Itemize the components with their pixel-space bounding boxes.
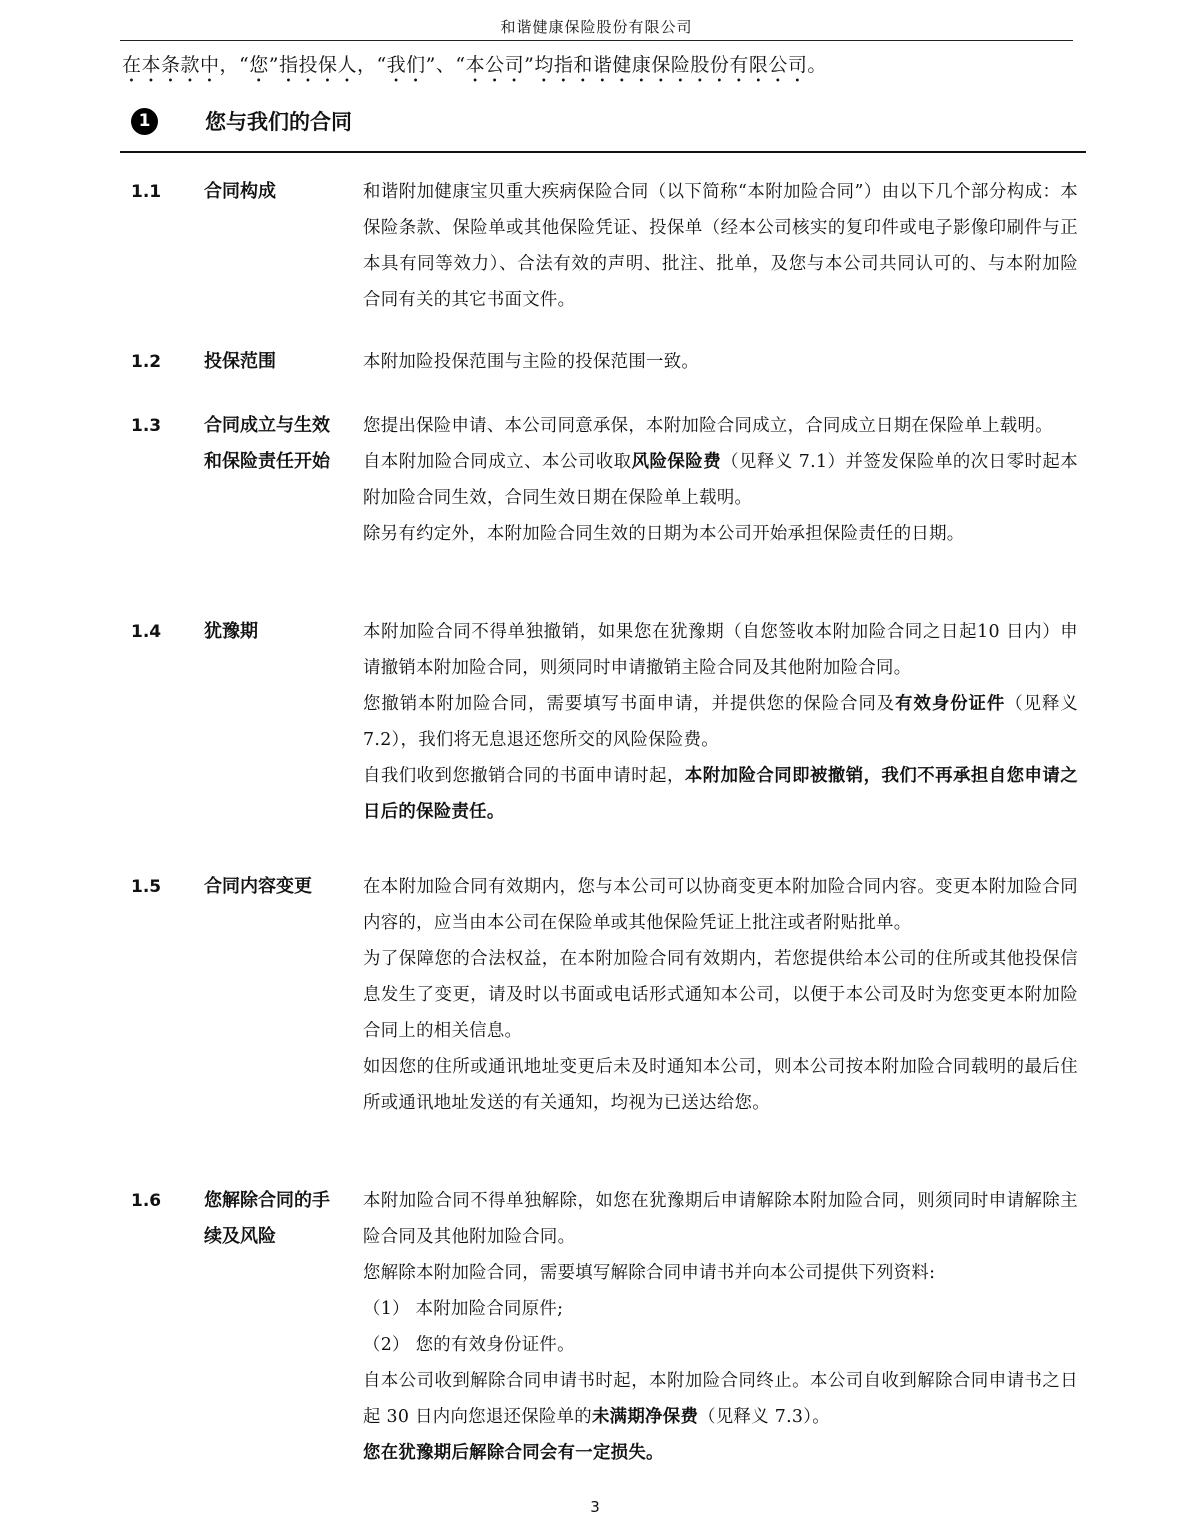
- clause-paragraph: [363, 1183, 1078, 1255]
- clause-number: 1.6: [131, 1191, 162, 1211]
- clause-title: 合同构成: [204, 181, 276, 202]
- text-run: （1） 本附加险合同原件;: [363, 1299, 564, 1319]
- bold-term: 未满期净保费: [591, 1407, 699, 1427]
- clause-paragraph: [363, 758, 1078, 830]
- clause-paragraph: [363, 1255, 1078, 1291]
- clause-paragraph: [363, 444, 1078, 516]
- text-run: 您解除本附加险合同，需要填写解除合同申请书并向本公司提供下列资料:: [363, 1263, 936, 1283]
- clause-number: 1.3: [131, 416, 162, 436]
- clause-paragraph: [363, 1291, 1078, 1327]
- clause-paragraph: [363, 516, 1078, 552]
- clause-body: [363, 869, 1078, 1121]
- bold-term: 本附加险合同即被撤销，我们不再承担自您申请之日后的保险责任。: [363, 766, 1079, 822]
- clause-body: [363, 408, 1078, 552]
- intro-segment: “我们”、: [376, 54, 456, 76]
- bold-term: 您在犹豫期后解除合同会有一定损失。: [363, 1443, 664, 1463]
- section-heading: [131, 103, 352, 139]
- clause-paragraph: [363, 1435, 1078, 1471]
- text-run: 除另有约定外，本附加险合同生效的日期为本公司开始承担保险责任的日期。: [363, 524, 965, 544]
- intro-segment: 在本条款中，: [122, 54, 240, 76]
- text-run: 为了保障您的合法权益，在本附加险合同有效期内，若您提供给本公司的住所或其他投保信息发生了变更，请及时以书面或电话形式通知本公司，以便于本公司及时为您变更本附加险合同上的相关信息。: [363, 949, 1078, 1041]
- clause-title: 合同内容变更: [204, 876, 312, 897]
- page-number: 3: [590, 1498, 600, 1516]
- clause-body: [363, 344, 1078, 380]
- clause-paragraph: [363, 1363, 1078, 1435]
- clause-paragraph: [363, 1327, 1078, 1363]
- text-run: 在本附加险合同有效期内，您与本公司可以协商变更本附加险合同内容。变更本附加险合同内容的，应当由本公司在保险单或其他保险凭证上批注或者附贴批单。: [363, 877, 1078, 933]
- text-run: 您提出保险申请、本公司同意承保，本附加险合同成立，合同成立日期在保险单上载明。: [363, 416, 1053, 436]
- text-run: 自我们收到您撤销合同的书面申请时起，: [363, 766, 685, 786]
- clause-body: [363, 174, 1078, 318]
- text-run: 您撤销本附加险合同，需要填写书面申请，并提供您的保险合同及: [363, 694, 896, 714]
- text-run: （见释义 7.2），我们将无息退还您所交的风险保险费。: [363, 694, 1079, 750]
- text-run: （见释义 7.1）并签发保险单的次日零时起本附加险合同生效，合同生效日期在保险单上载明。: [363, 452, 1078, 508]
- clause-number: 1.1: [131, 182, 162, 202]
- clause-paragraph: [363, 686, 1078, 758]
- text-run: 本附加险合同不得单独撤销，如果您在犹豫期（自您签收本附加险合同之日起10 日内）申请撤销本附加险合同，则须同时申请撤销主险合同及其他附加险合同。: [363, 622, 1078, 678]
- clause-body: [363, 614, 1078, 830]
- section-divider: [120, 151, 1086, 153]
- clause-title: 合同成立与生效和保险责任开始: [204, 415, 330, 472]
- intro-segment: “本公司”: [455, 54, 535, 76]
- clause-paragraph: [363, 344, 1078, 380]
- clause-paragraph: [363, 1049, 1078, 1121]
- text-run: 本附加险投保范围与主险的投保范围一致。: [363, 352, 700, 372]
- clause-paragraph: [363, 614, 1078, 686]
- clause-paragraph: [363, 941, 1078, 1049]
- text-run: 自本附加险合同成立、本公司收取: [363, 452, 632, 472]
- intro-definition: [122, 50, 827, 87]
- clause-paragraph: [363, 174, 1078, 318]
- text-run: （见释义 7.3）。: [698, 1407, 830, 1427]
- text-run: 如因您的住所或通讯地址变更后未及时通知本公司，则本公司按本附加险合同载明的最后住所或通讯地址发送的有关通知，均视为已送达给您。: [363, 1057, 1078, 1113]
- intro-segment: “您”: [239, 54, 279, 76]
- clause-title: 您解除合同的手续及风险: [204, 1190, 330, 1247]
- section-number-badge: 1: [131, 108, 158, 135]
- clause-number: 1.4: [131, 622, 162, 642]
- text-run: （2） 您的有效身份证件。: [363, 1335, 575, 1355]
- clause-number: 1.2: [131, 352, 162, 372]
- intro-segment: 均指和谐健康保险股份有限公司。: [534, 54, 827, 76]
- text-run: 和谐附加健康宝贝重大疾病保险合同（以下简称“本附加险合同”）由以下几个部分构成：本保险条款、保险单或其他保险凭证、投保单（经本公司核实的复印件或电子影像印刷件与正本具有同等效力）、合法有效的声明、批注、批单，及您与本公司共同认可的、与本附加险合同有关的其它书面文件。: [363, 182, 1078, 310]
- clause-number: 1.5: [131, 877, 162, 897]
- page-header: 和谐健康保险股份有限公司: [500, 18, 693, 36]
- bold-term: 有效身份证件: [895, 694, 1006, 714]
- intro-segment: 指投保人，: [278, 54, 377, 76]
- section-title: 您与我们的合同: [205, 110, 352, 134]
- clause-title: 投保范围: [204, 351, 276, 372]
- clause-paragraph: [363, 408, 1078, 444]
- header-divider: [120, 40, 1073, 41]
- clause-body: [363, 1183, 1078, 1471]
- clause-paragraph: [363, 869, 1078, 941]
- clause-title: 犹豫期: [204, 621, 258, 642]
- text-run: 本附加险合同不得单独解除，如您在犹豫期后申请解除本附加险合同，则须同时申请解除主险合同及其他附加险合同。: [363, 1191, 1078, 1247]
- bold-term: 风险保险费: [631, 452, 722, 472]
- text-run: 自本公司收到解除合同申请书时起，本附加险合同终止。本公司自收到解除合同申请书之日起 30 日内向您退还保险单的: [363, 1371, 1078, 1427]
